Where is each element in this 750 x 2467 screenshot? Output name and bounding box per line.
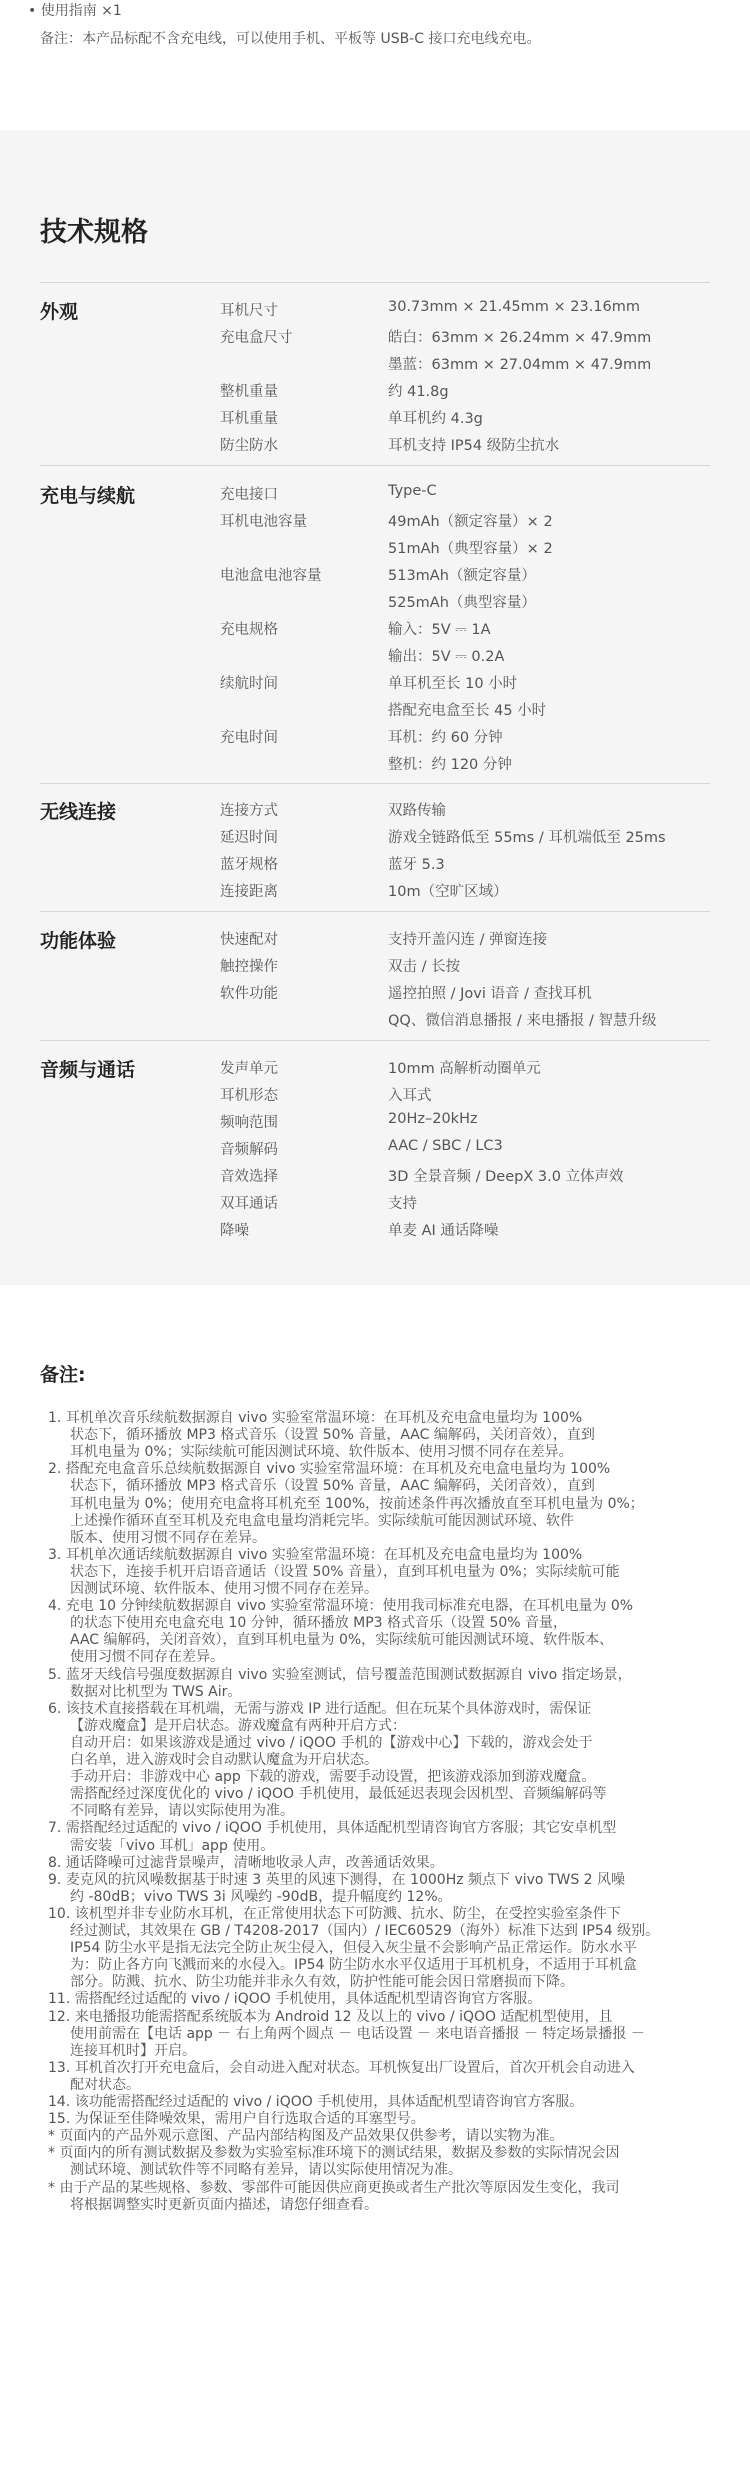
note-line: 使用习惯不同存在差异。 — [70, 1649, 224, 1666]
divider — [40, 783, 710, 784]
notes-title: 备注: — [40, 1364, 86, 1386]
spec-label: 双耳通话 — [220, 1196, 278, 1212]
note-line: 耳机电量为 0%；实际续航可能因测试环境、软件版本、使用习惯不同存在差异。 — [70, 1444, 573, 1461]
spec-value: AAC / SBC / LC3 — [388, 1138, 503, 1154]
note-line: 1. 耳机单次音乐续航数据源自 vivo 实验室常温环境：在耳机及充电盒电量均为 100% — [48, 1410, 583, 1426]
note-line: * 页面内的产品外观示意图、产品内部结构图及产品效果仅供参考，请以实物为准。 — [48, 2128, 564, 2145]
note-line: 的状态下使用充电盒充电 10 分钟，循环播放 MP3 格式音乐（设置 50% 音量， — [70, 1615, 568, 1632]
spec-value: 20Hz–20kHz — [388, 1111, 478, 1127]
spec-value: 单耳机约 4.3g — [388, 411, 483, 427]
note-line: 将根据调整实时更新页面内描述，请您仔细查看。 — [70, 2196, 378, 2213]
note-line: 12. 来电播报功能需搭配系统版本为 Android 12 及以上的 vivo / iQOO 适配机型使用，且 — [48, 2008, 613, 2025]
spec-label: 整机重量 — [220, 384, 278, 400]
note-line: 部分。防溅、抗水、防尘功能并非永久有效，防护性能可能会因日常磨损而下降。 — [70, 1974, 574, 1991]
note-line: 因测试环境、软件版本、使用习惯不同存在差异。 — [70, 1581, 378, 1597]
note-line: 4. 充电 10 分钟续航数据源自 vivo 实验室常温环境：使用我司标准充电器，在耳机电量为 0% — [48, 1598, 634, 1615]
spec-value: 513mAh（额定容量） — [388, 568, 536, 584]
spec-value: 51mAh（典型容量）× 2 — [388, 541, 553, 557]
note-line: 上述操作循环直至耳机及充电盒电量均消耗完毕。实际续航可能因测试环境、软件 — [70, 1512, 574, 1529]
spec-value: 输入：5V ⎓ 1A — [388, 622, 491, 638]
note-line: 配对状态。 — [70, 2076, 140, 2093]
spec-value: 输出：5V ⎓ 0.2A — [388, 649, 505, 665]
spec-label: 蓝牙规格 — [220, 857, 278, 873]
note-line: 连接耳机时】开启。 — [70, 2042, 196, 2059]
divider — [40, 282, 710, 283]
note-line: 14. 该功能需搭配经过适配的 vivo / iQOO 手机使用，具体适配机型请咨询官方客服。 — [48, 2094, 584, 2110]
category-wireless: 无线连接 — [40, 801, 117, 823]
spec-label: 电池盒电池容量 — [220, 568, 322, 584]
spec-value: 双路传输 — [388, 803, 446, 819]
spec-section — [0, 130, 750, 1285]
note-line: 为：防止各方向飞溅而来的水侵入。IP54 防尘防水水平仅适用于耳机机身，不适用于耳机盒 — [70, 1957, 637, 1974]
spec-label: 发声单元 — [220, 1061, 278, 1077]
category-charging: 充电与续航 — [40, 485, 136, 507]
spec-value: 入耳式 — [388, 1088, 432, 1104]
note-line: 版本、使用习惯不同存在差异。 — [70, 1529, 266, 1546]
spec-value: 游戏全链路低至 55ms / 耳机端低至 25ms — [388, 830, 666, 846]
note-line: 白名单，进入游戏时会自动默认魔盒为开启状态。 — [70, 1752, 378, 1768]
divider — [40, 465, 710, 466]
note-line: 5. 蓝牙天线信号强度数据源自 vivo 实验室测试，信号覆盖范围测试数据源自 vivo 指定场景， — [48, 1666, 632, 1683]
spec-value: 10m（空旷区域） — [388, 884, 508, 900]
divider — [40, 911, 710, 912]
note-line: 8. 通话降噪可过滤背景噪声，清晰地收录人声，改善通话效果。 — [48, 1854, 444, 1871]
note-line: 15. 为保证至佳降噪效果，需用户自行选取合适的耳塞型号。 — [48, 2111, 425, 2128]
note-line: 状态下，循环播放 MP3 格式音乐（设置 50% 音量，AAC 编解码，关闭音效），直到 — [70, 1478, 595, 1495]
spec-label: 耳机电池容量 — [220, 514, 307, 530]
note-line: 10. 该机型并非专业防水耳机，在正常使用状态下可防溅、抗水、防尘，在受控实验室条件下 — [48, 1905, 621, 1922]
note-line: 7. 需搭配经过适配的 vivo / iQOO 手机使用，具体适配机型请咨询官方客服；其它安卓机型 — [48, 1820, 617, 1837]
spec-value: 搭配充电盒至长 45 小时 — [388, 703, 547, 719]
spec-label: 耳机尺寸 — [220, 303, 278, 319]
spec-value: 皓白：63mm × 26.24mm × 47.9mm — [388, 330, 652, 346]
spec-label: 降噪 — [220, 1223, 249, 1239]
category-audio: 音频与通话 — [40, 1059, 136, 1081]
note-line: 6. 该技术直接搭载在耳机端，无需与游戏 IP 进行适配。但在玩某个具体游戏时，需保证 — [48, 1700, 592, 1717]
spec-label: 续航时间 — [220, 676, 278, 692]
note-line: 11. 需搭配经过适配的 vivo / iQOO 手机使用，具体适配机型请咨询官方客服。 — [48, 1991, 542, 2008]
spec-value: 10mm 高解析动圈单元 — [388, 1061, 541, 1077]
note-line: 状态下，循环播放 MP3 格式音乐（设置 50% 音量，AAC 编解码，关闭音效），直到 — [70, 1427, 595, 1444]
spec-label: 耳机重量 — [220, 411, 278, 427]
spec-value: 30.73mm × 21.45mm × 23.16mm — [388, 299, 641, 315]
spec-value: 蓝牙 5.3 — [388, 857, 445, 873]
package-item: • 使用指南 ×1 — [28, 3, 122, 19]
note-line: 13. 耳机首次打开充电盒后，会自动进入配对状态。耳机恢复出厂设置后，首次开机会自动进入 — [48, 2059, 635, 2076]
divider — [40, 1040, 710, 1041]
note-line: 数据对比机型为 TWS Air。 — [70, 1683, 242, 1700]
spec-label: 快速配对 — [220, 932, 278, 948]
note-line: 需安装「vivo 耳机」app 使用。 — [70, 1837, 275, 1854]
spec-value: 支持 — [388, 1196, 417, 1212]
spec-label: 充电盒尺寸 — [220, 330, 293, 346]
spec-value: 单耳机至长 10 小时 — [388, 676, 518, 692]
spec-label: 连接距离 — [220, 884, 278, 900]
spec-value: 耳机支持 IP54 级防尘抗水 — [388, 438, 560, 454]
note-line: 耳机电量为 0%；使用充电盒将耳机充至 100%，按前述条件再次播放直至耳机电量为 0%； — [70, 1495, 644, 1512]
spec-value: 约 41.8g — [388, 384, 449, 400]
note-line: AAC 编解码，关闭音效），直到耳机电量为 0%，实际续航可能因测试环境、软件版本、 — [70, 1632, 614, 1649]
spec-value: 支持开盖闪连 / 弹窗连接 — [388, 932, 548, 948]
spec-value: QQ、微信消息播报 / 来电播报 / 智慧升级 — [388, 1013, 657, 1029]
spec-label: 软件功能 — [220, 986, 278, 1002]
spec-title: 技术规格 — [40, 217, 148, 248]
note-line: 状态下，连接手机开启语音通话（设置 50% 音量），直到耳机电量为 0%；实际续航可能 — [70, 1563, 620, 1580]
note-line: 自动开启：如果该游戏是通过 vivo / iQOO 手机的【游戏中心】下载的，游戏会处于 — [70, 1734, 593, 1751]
note-line: 约 -80dB；vivo TWS 3i 风噪约 -90dB，提升幅度约 12%。 — [70, 1888, 452, 1905]
note-line: 2. 搭配充电盒音乐总续航数据源自 vivo 实验室常温环境：在耳机及充电盒电量均为 100% — [48, 1461, 611, 1478]
note-line: * 页面内的所有测试数据及参数为实验室标准环境下的测试结果，数据及参数的实际情况会因 — [48, 2145, 620, 2162]
spec-label: 充电时间 — [220, 730, 278, 746]
package-note: 备注：本产品标配不含充电线，可以使用手机、平板等 USB-C 接口充电线充电。 — [40, 31, 541, 47]
note-line: 手动开启：非游戏中心 app 下载的游戏，需要手动设置，把该游戏添加到游戏魔盒。 — [70, 1769, 596, 1786]
note-line: 使用前需在【电话 app － 右上角两个圆点 － 电话设置 － 来电语音播报 － 特定场景播报 － — [70, 2025, 645, 2042]
spec-value: 遥控拍照 / Jovi 语音 / 查找耳机 — [388, 986, 592, 1002]
spec-value: 525mAh（典型容量） — [388, 595, 536, 611]
spec-label: 频响范围 — [220, 1115, 278, 1131]
note-line: * 由于产品的某些规格、参数、零部件可能因供应商更换或者生产批次等原因发生变化，我司 — [48, 2179, 620, 2196]
note-line: 需搭配经过深度优化的 vivo / iQOO 手机使用，最低延迟表现会因机型、音频编解码等 — [70, 1786, 607, 1803]
spec-value: 整机：约 120 分钟 — [388, 757, 512, 773]
note-line: 不同略有差异，请以实际使用为准。 — [70, 1803, 294, 1820]
spec-label: 触控操作 — [220, 959, 278, 975]
spec-label: 音频解码 — [220, 1142, 278, 1158]
note-line: 经过测试，其效果在 GB / T4208-2017（国内）/ IEC60529（海外）标准下达到 IP54 级别。 — [70, 1923, 660, 1939]
note-line: IP54 防尘水平是指无法完全防止灰尘侵入，但侵入灰尘量不会影响产品正常运作。防水水平 — [70, 1940, 637, 1957]
note-line: 9. 麦克风的抗风噪数据基于时速 3 英里的风速下测得，在 1000Hz 频点下 vivo TWS 2 风噪 — [48, 1871, 626, 1888]
note-line: 3. 耳机单次通话续航数据源自 vivo 实验室常温环境：在耳机及充电盒电量均为 100% — [48, 1546, 583, 1563]
category-features: 功能体验 — [40, 930, 117, 952]
note-line: 测试环境、测试软件等不同略有差异，请以实际使用情况为准。 — [70, 2162, 462, 2179]
spec-label: 充电规格 — [220, 622, 278, 638]
spec-value: Type-C — [388, 483, 437, 499]
spec-value: 单麦 AI 通话降噪 — [388, 1223, 499, 1239]
spec-label: 音效选择 — [220, 1169, 278, 1185]
spec-label: 延迟时间 — [220, 830, 278, 846]
category-appearance: 外观 — [40, 301, 79, 323]
spec-value: 49mAh（额定容量）× 2 — [388, 514, 553, 530]
spec-value: 双击 / 长按 — [388, 959, 461, 975]
note-line: 【游戏魔盒】是开启状态。游戏魔盒有两种开启方式： — [70, 1717, 406, 1734]
spec-value: 耳机：约 60 分钟 — [388, 730, 503, 746]
intro-section — [0, 0, 750, 130]
spec-value: 墨蓝：63mm × 27.04mm × 47.9mm — [388, 357, 652, 373]
spec-label: 防尘防水 — [220, 438, 278, 454]
spec-label: 连接方式 — [220, 803, 278, 819]
spec-value: 3D 全景音频 / DeepX 3.0 立体声效 — [388, 1169, 624, 1185]
notes-section — [0, 1285, 750, 2467]
spec-label: 耳机形态 — [220, 1088, 278, 1104]
spec-label: 充电接口 — [220, 487, 278, 503]
